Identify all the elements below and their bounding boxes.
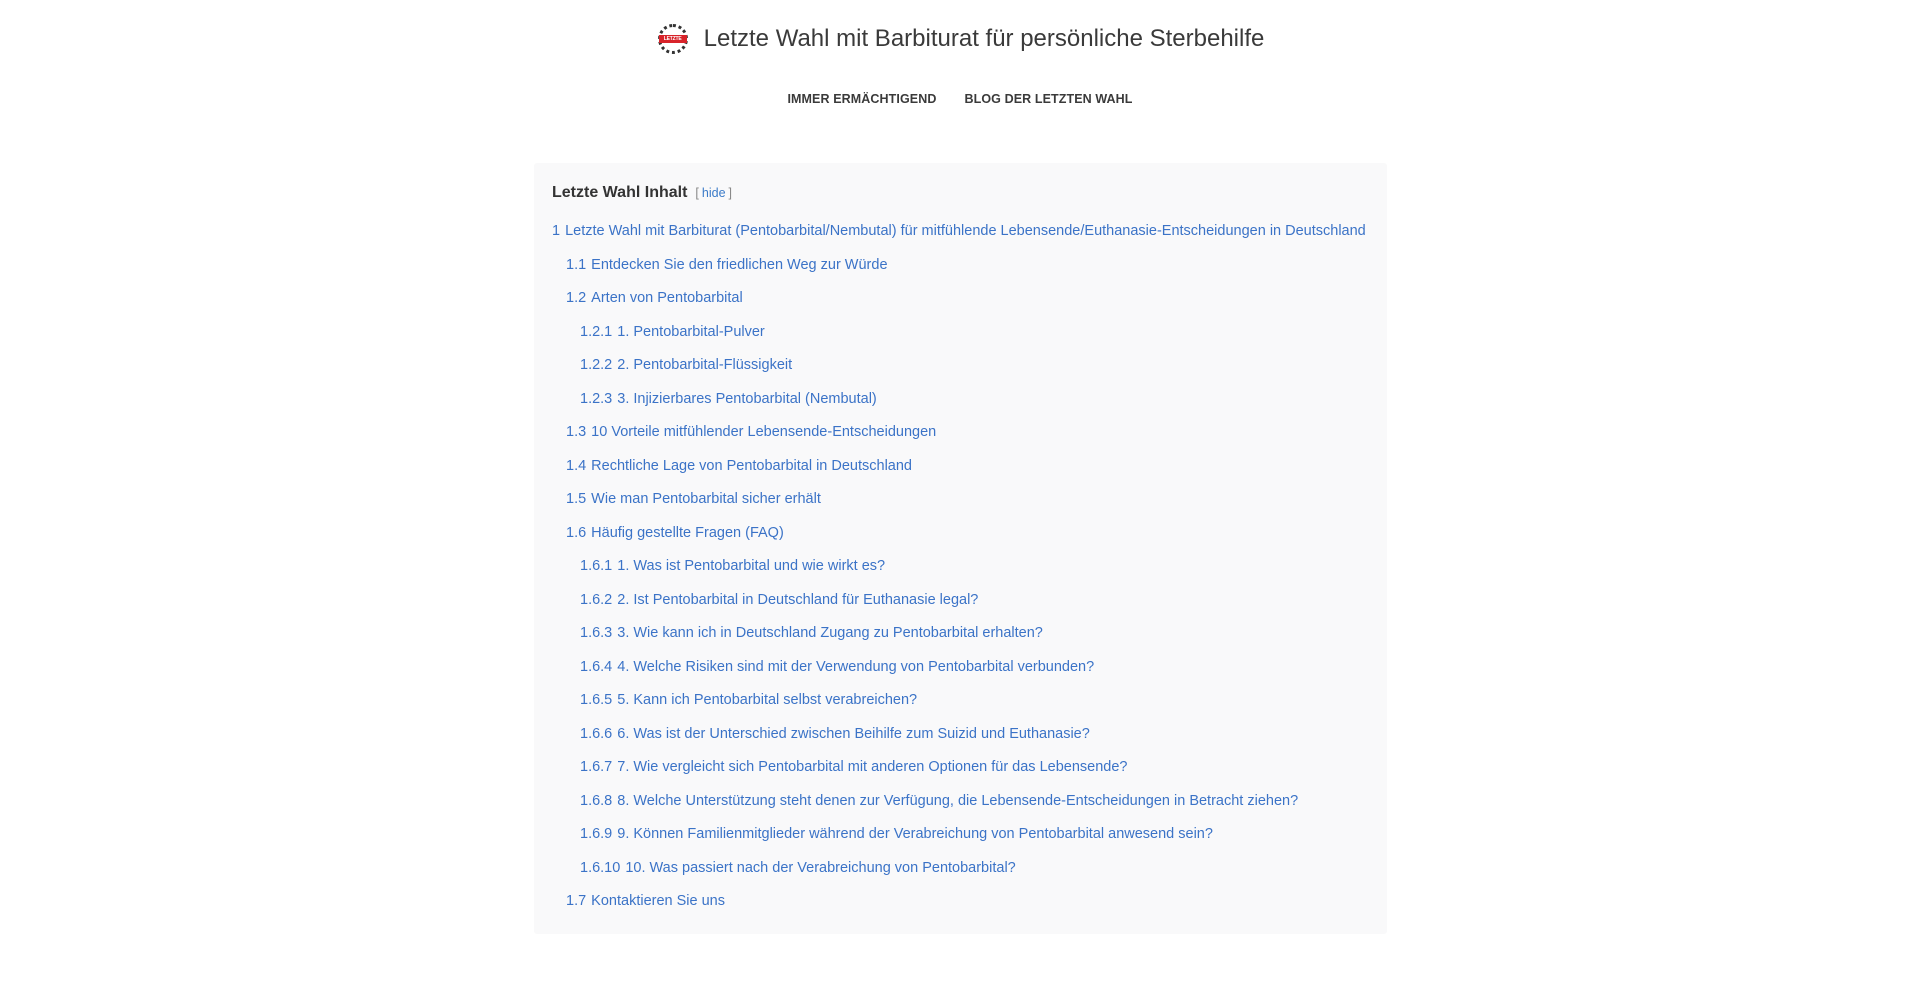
toc-item	[552, 792, 1369, 826]
toc-label: Häufig gestellte Fragen (FAQ)	[591, 524, 784, 541]
toc-number: 1.6.7	[580, 759, 613, 775]
branding	[0, 22, 1920, 56]
toc-number: 1.4	[566, 457, 587, 474]
toc-number: 1.6.5	[580, 692, 613, 708]
toc-title: Letzte Wahl Inhalt	[552, 184, 688, 201]
toc-item	[552, 323, 1369, 357]
toc-label: 3. Wie kann ich in Deutschland Zugang zu Pentobarbital erhalten?	[617, 625, 1043, 641]
toc-label: 1. Was ist Pentobarbital und wie wirkt es?	[617, 558, 886, 574]
toc-link[interactable]	[580, 659, 1094, 675]
toc-toggle-bracket-close: ]	[728, 186, 733, 200]
toc-label: Letzte Wahl mit Barbiturat (Pentobarbital/Nembutal) für mitfühlende Lebensende/Euthanasie-Entscheidungen in Deutschland	[565, 223, 1366, 239]
toc-link[interactable]	[580, 759, 1127, 775]
toc-number: 1.6.8	[580, 792, 613, 809]
toc-item	[552, 524, 1369, 558]
toc-label: 10. Was passiert nach der Verabreichung von Pentobarbital?	[625, 859, 1016, 876]
toc-link[interactable]	[566, 424, 936, 440]
table-of-contents	[534, 163, 1387, 934]
toc-number: 1.2.1	[580, 323, 613, 340]
toc-label: Kontaktieren Sie uns	[591, 893, 725, 909]
section-heading-cut-off	[0, 975, 1920, 993]
toc-item	[552, 256, 1369, 290]
toc-item	[552, 557, 1369, 591]
toc-item	[552, 725, 1369, 759]
logo-text: LETZTE WAHL	[659, 35, 687, 43]
toc-toggle	[695, 186, 732, 200]
toc-link[interactable]	[580, 391, 877, 407]
toc-item	[552, 591, 1369, 625]
toc-number: 1.6.1	[580, 558, 613, 574]
toc-number: 1.6	[566, 524, 587, 541]
toc-label: 2. Ist Pentobarbital in Deutschland für Euthanasie legal?	[617, 591, 979, 608]
toc-item	[552, 825, 1369, 859]
toc-link[interactable]	[566, 458, 912, 474]
toc-link[interactable]	[580, 692, 917, 708]
toc-number: 1.6.10	[580, 859, 621, 876]
toc-number: 1.5	[566, 491, 587, 507]
toc-item	[552, 423, 1369, 457]
toc-link[interactable]	[566, 893, 725, 909]
toc-header	[552, 184, 1369, 202]
toc-link[interactable]	[580, 860, 1016, 876]
toc-hide-link[interactable]: hide	[701, 186, 726, 200]
site-logo[interactable]	[656, 22, 690, 56]
toc-item	[552, 758, 1369, 792]
toc-link[interactable]	[566, 491, 821, 507]
toc-item	[552, 624, 1369, 658]
toc-item	[552, 222, 1369, 256]
toc-number: 1.2.3	[580, 390, 613, 407]
toc-number: 1.6.3	[580, 625, 613, 641]
toc-label: 3. Injizierbares Pentobarbital (Nembutal)	[617, 390, 877, 407]
toc-link[interactable]	[552, 223, 1366, 239]
site-title[interactable]: Letzte Wahl mit Barbiturat für persönliche Sterbehilfe	[703, 25, 1265, 52]
toc-label: 4. Welche Risiken sind mit der Verwendung von Pentobarbital verbunden?	[617, 658, 1095, 675]
toc-link[interactable]	[566, 257, 888, 273]
toc-link[interactable]	[580, 558, 885, 574]
main-navigation	[0, 92, 1920, 106]
nav-item-blog-der-letzten-wahl[interactable]: BLOG DER LETZTEN WAHL	[964, 92, 1133, 106]
toc-number: 1.6.4	[580, 658, 613, 675]
toc-item	[552, 658, 1369, 692]
toc-label: Wie man Pentobarbital sicher erhält	[591, 491, 821, 507]
toc-link[interactable]	[566, 290, 743, 306]
site-header	[0, 0, 1920, 120]
toc-number: 1.3	[566, 424, 587, 440]
toc-link[interactable]	[580, 592, 978, 608]
toc-link[interactable]	[580, 793, 1298, 809]
toc-label: 6. Was ist der Unterschied zwischen Beihilfe zum Suizid und Euthanasie?	[617, 725, 1090, 742]
toc-toggle-bracket-open: [	[695, 186, 699, 200]
nav-item-immer-ermaechtigend[interactable]: IMMER ERMÄCHTIGEND	[787, 92, 937, 106]
toc-item	[552, 892, 1369, 926]
toc-label: Entdecken Sie den friedlichen Weg zur Würde	[591, 256, 888, 273]
toc-list	[552, 222, 1369, 926]
toc-number: 1.1	[566, 256, 587, 273]
toc-item	[552, 356, 1369, 390]
toc-item	[552, 859, 1369, 893]
toc-number: 1.2	[566, 290, 587, 306]
toc-item	[552, 490, 1369, 524]
toc-item	[552, 691, 1369, 725]
toc-number: 1.6.2	[580, 591, 613, 608]
toc-link[interactable]	[580, 357, 792, 373]
toc-link[interactable]	[580, 826, 1213, 842]
toc-label: 2. Pentobarbital-Flüssigkeit	[617, 357, 793, 373]
toc-number: 1.2.2	[580, 357, 613, 373]
toc-link[interactable]	[580, 726, 1090, 742]
toc-link[interactable]	[580, 324, 765, 340]
toc-label: 10 Vorteile mitfühlender Lebensende-Entscheidungen	[591, 424, 937, 440]
toc-link[interactable]	[566, 525, 784, 541]
toc-item	[552, 390, 1369, 424]
toc-label: Arten von Pentobarbital	[591, 290, 743, 306]
toc-label: 1. Pentobarbital-Pulver	[617, 323, 765, 340]
toc-number: 1.7	[566, 893, 587, 909]
toc-number: 1	[552, 223, 561, 239]
toc-item	[552, 457, 1369, 491]
toc-number: 1.6.6	[580, 725, 613, 742]
toc-label: 8. Welche Unterstützung steht denen zur Verfügung, die Lebensende-Entscheidungen in Betracht ziehen?	[617, 792, 1299, 809]
toc-link[interactable]	[580, 625, 1043, 641]
toc-item	[552, 289, 1369, 323]
toc-number: 1.6.9	[580, 826, 613, 842]
toc-label: 7. Wie vergleicht sich Pentobarbital mit anderen Optionen für das Lebensende?	[617, 759, 1128, 775]
toc-label: Rechtliche Lage von Pentobarbital in Deutschland	[591, 457, 912, 474]
toc-label: 9. Können Familienmitglieder während der Verabreichung von Pentobarbital anwesend sein?	[617, 826, 1213, 842]
toc-label: 5. Kann ich Pentobarbital selbst verabreichen?	[617, 692, 918, 708]
